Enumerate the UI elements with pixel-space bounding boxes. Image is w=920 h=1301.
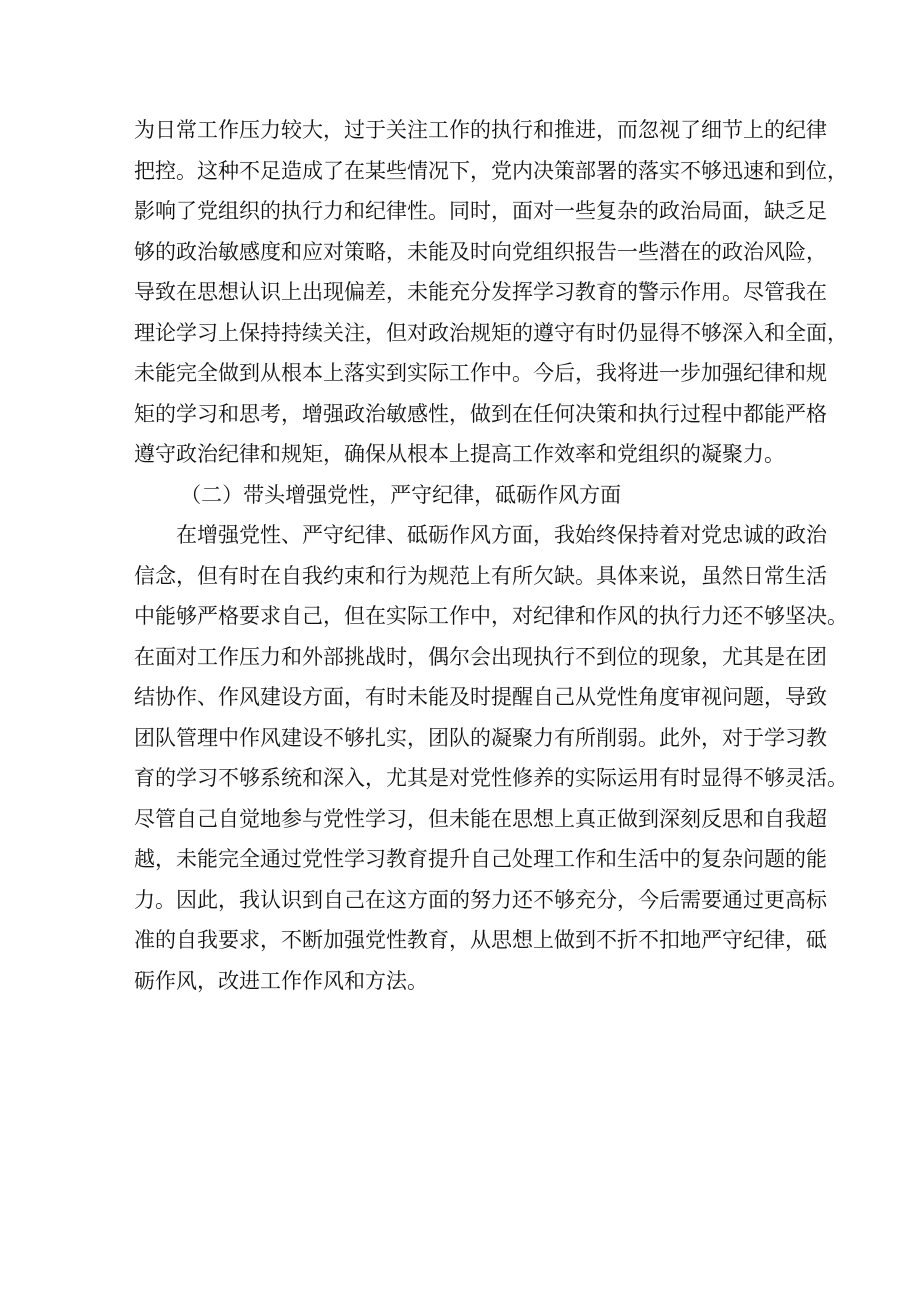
paragraph-1-line: 为日常工作压力较大，过于关注工作的执行和推进，而忽视了细节上的纪律 (134, 118, 827, 142)
paragraph-1 (134, 110, 848, 475)
paragraph-2-line: 准的自我要求，不断加强党性教育，从思想上做到不折不扣地严守纪律，砥 (134, 928, 827, 952)
paragraph-1-line: 把控。这种不足造成了在某些情况下，党内决策部署的落实不够迅速和到位， (134, 158, 848, 183)
paragraph-2-line: 信念，但有时在自我约束和行为规范上有所欠缺。具体来说，虽然日常生活 (134, 563, 827, 588)
document-body (134, 110, 848, 1001)
paragraph-2-line: 力。因此，我认识到自己在这方面的努力还不够充分，今后需要通过更高标 (134, 887, 827, 912)
section-heading: （二）带头增强党性，严守纪律，砥砺作风方面 (180, 482, 622, 507)
paragraph-2-line: 在面对工作压力和外部挑战时，偶尔会出现执行不到位的现象，尤其是在团 (134, 644, 827, 669)
paragraph-2-line: 尽管自己自觉地参与党性学习，但未能在思想上真正做到深刻反思和自我超 (134, 806, 827, 831)
paragraph-2-line: 结协作、作风建设方面，有时未能及时提醒自己从党性角度审视问题，导致 (134, 685, 827, 709)
paragraph-2-line: 越，未能完全通过党性学习教育提升自己处理工作和生活中的复杂问题的能 (134, 847, 827, 871)
paragraph-2-line: 育的学习不够系统和深入，尤其是对党性修养的实际运用有时显得不够灵活。 (134, 766, 848, 790)
paragraph-2-line: 团队管理中作风建设不够扎实，团队的凝聚力有所削弱。此外，对于学习教 (134, 725, 827, 750)
paragraph-1-line: 矩的学习和思考，增强政治敏感性，做到在任何决策和执行过程中都能严格 (134, 401, 827, 426)
section-heading-block (134, 475, 796, 516)
paragraph-1-line: 影响了党组织的执行力和纪律性。同时，面对一些复杂的政治局面，缺乏足 (134, 199, 827, 223)
paragraph-2-line: 砺作风，改进工作作风和方法。 (134, 968, 428, 993)
paragraph-2 (134, 515, 848, 1001)
paragraph-2-line: 在增强党性、严守纪律、砥砺作风方面，我始终保持着对党忠诚的政治 (176, 523, 827, 547)
paragraph-1-line: 导致在思想认识上出现偏差，未能充分发挥学习教育的警示作用。尽管我在 (134, 280, 827, 304)
paragraph-1-line: 遵守政治纪律和规矩，确保从根本上提高工作效率和党组织的凝聚力。 (134, 442, 785, 466)
paragraph-1-line: 够的政治敏感度和应对策略，未能及时向党组织报告一些潜在的政治风险， (134, 239, 827, 264)
paragraph-1-line: 未能完全做到从根本上落实到实际工作中。今后，我将进一步加强纪律和规 (134, 361, 827, 385)
paragraph-2-line: 中能够严格要求自己，但在实际工作中，对纪律和作风的执行力还不够坚决。 (134, 604, 848, 628)
paragraph-1-line: 理论学习上保持持续关注，但对政治规矩的遵守有时仍显得不够深入和全面， (134, 320, 848, 345)
